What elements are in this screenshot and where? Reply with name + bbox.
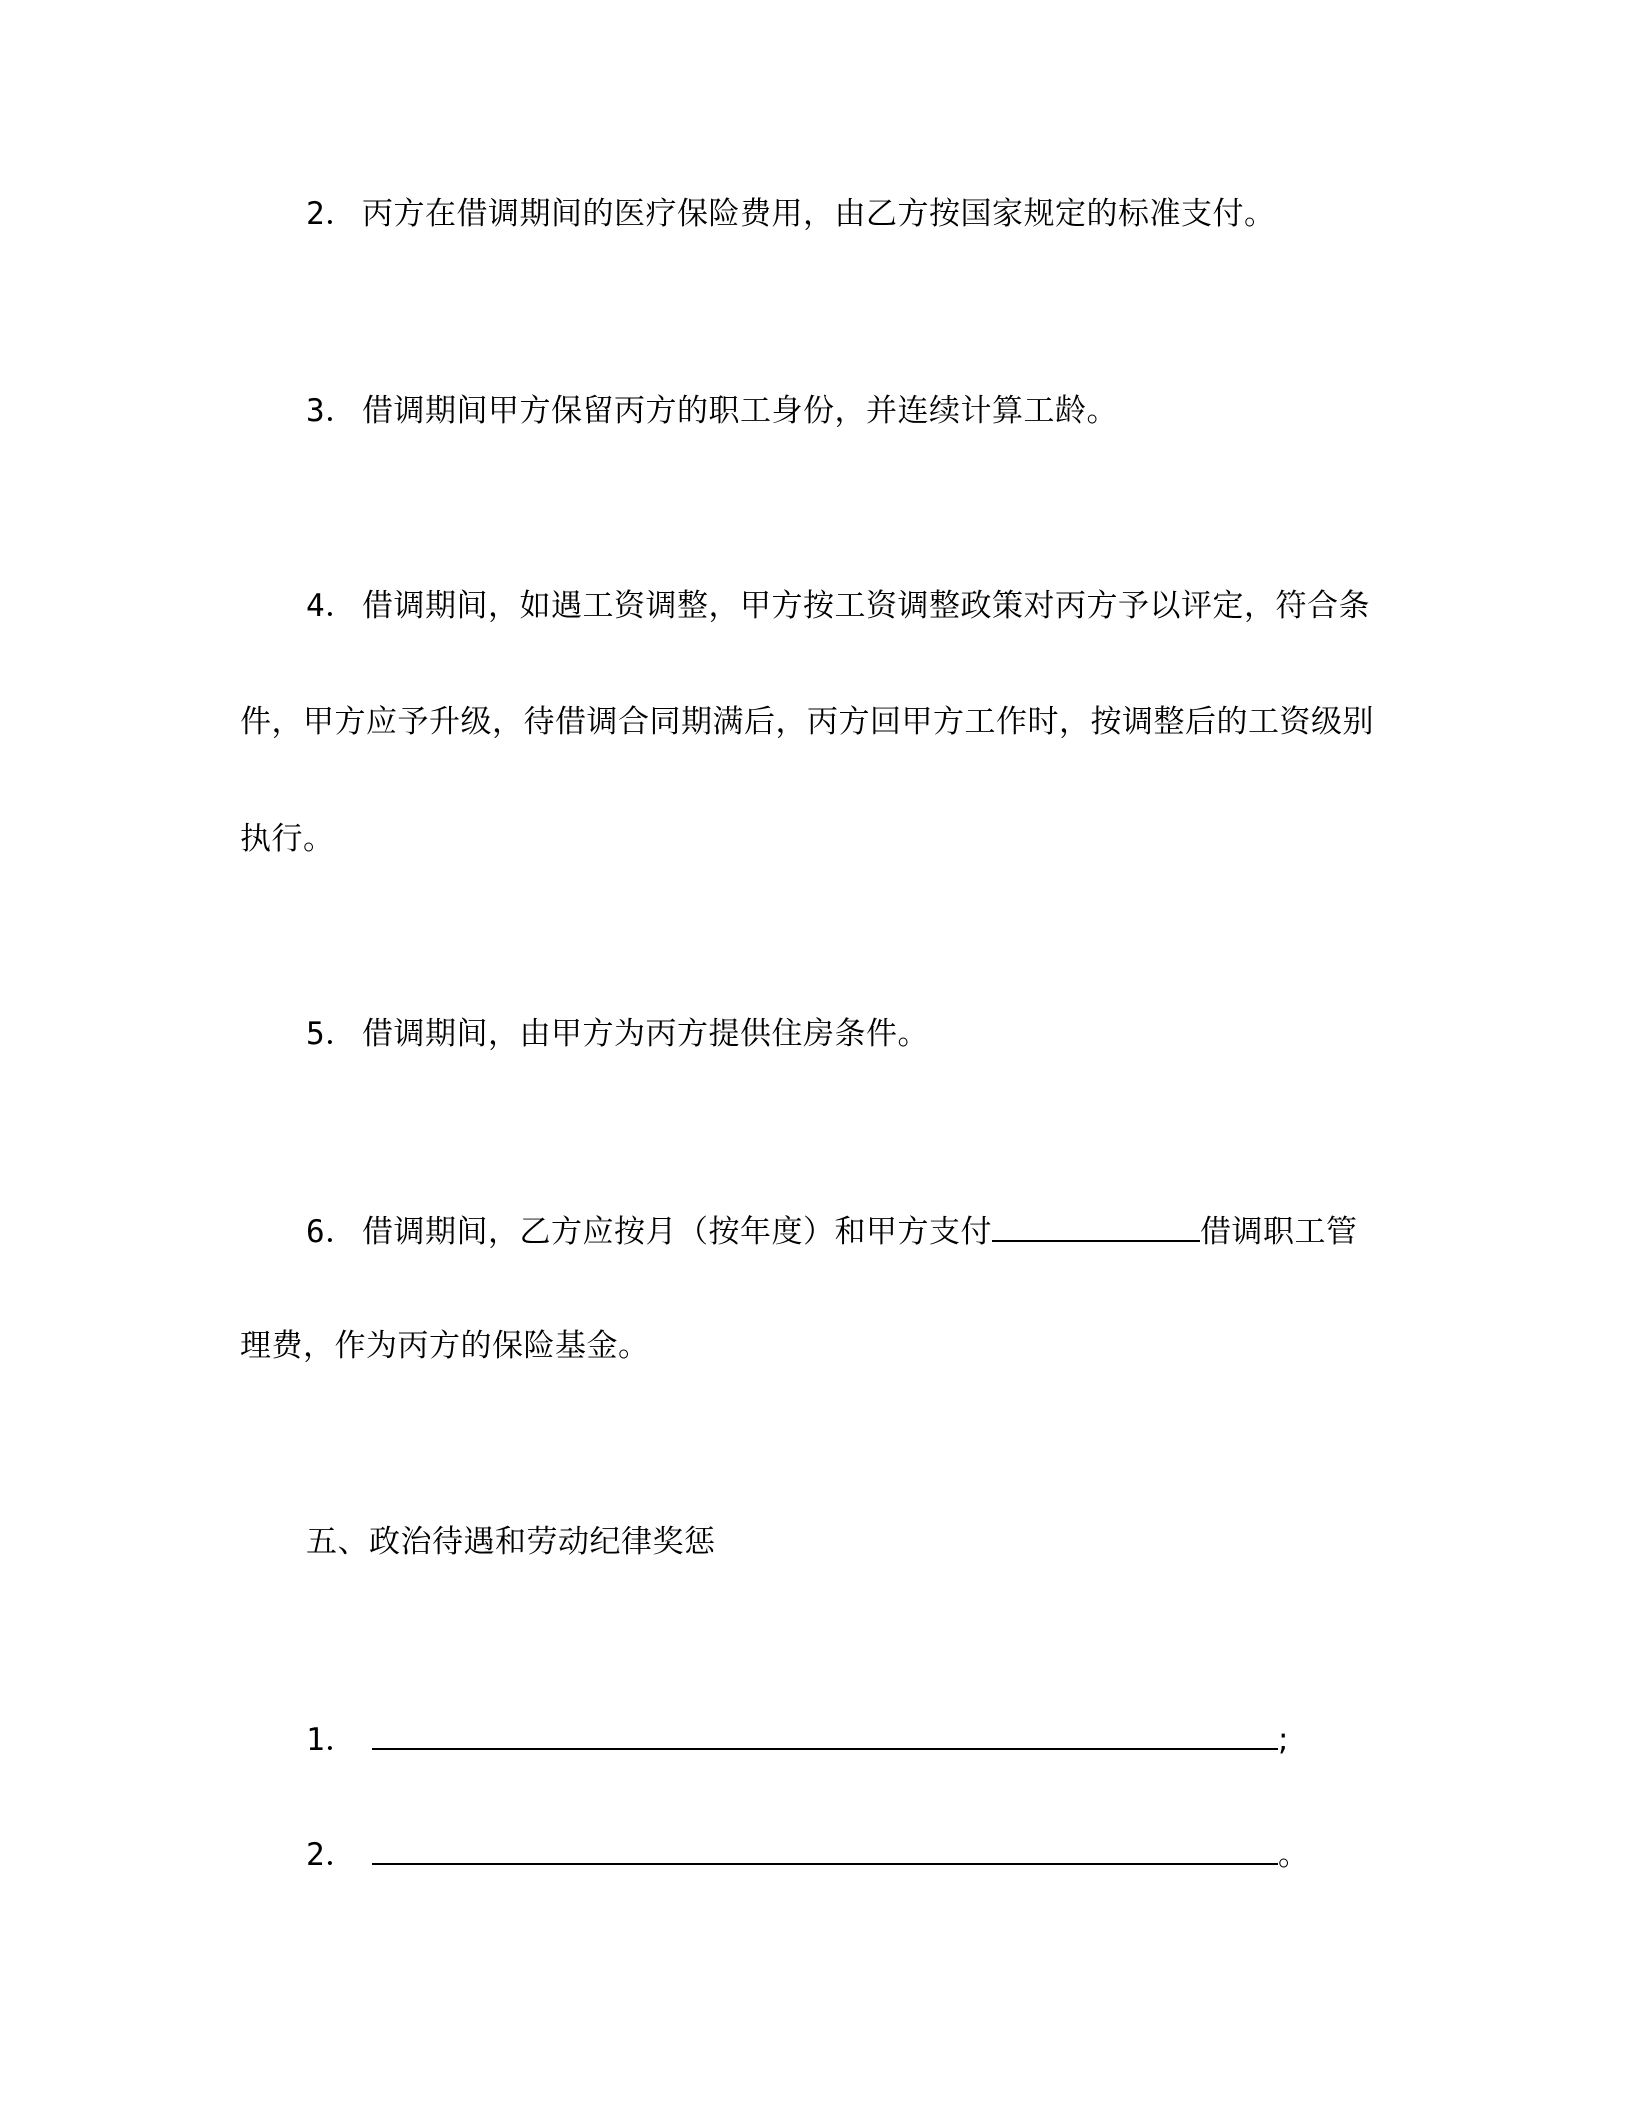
paragraph-text: 执行。 [240,821,335,857]
paragraph-text: 借调期间，乙方应按月（按年度）和甲方支付 [362,1214,992,1250]
paragraph-number: 5． [306,1016,357,1052]
paragraph-5 [306,1014,929,1054]
fill-in-blank[interactable] [372,1833,1278,1865]
paragraph-number: 4． [306,588,357,624]
paragraph-3 [306,391,1118,431]
paragraph-number: 6． [306,1214,357,1250]
section-heading-text: 五、政治待遇和劳动纪律奖惩 [306,1524,716,1560]
item-end-punctuation: ; [1278,1722,1289,1758]
section-heading [306,1522,716,1562]
paragraph-text: 借调期间甲方保留丙方的职工身份，并连续计算工龄。 [362,393,1118,429]
blank-item-2 [306,1833,1310,1875]
item-number: 2． [306,1837,357,1873]
paragraph-text: 借调期间，如遇工资调整，甲方按工资调整政策对丙方予以评定，符合条 [362,588,1370,624]
paragraph-4-line-3 [240,819,335,859]
paragraph-number: 3． [306,393,357,429]
item-end-punctuation: 。 [1278,1837,1310,1873]
paragraph-4-line-1 [306,586,1370,626]
paragraph-6-line-2 [240,1326,650,1366]
paragraph-text: 借调期间，由甲方为丙方提供住房条件。 [362,1016,929,1052]
paragraph-text: 件，甲方应予升级，待借调合同期满后，丙方回甲方工作时，按调整后的工资级别 [240,704,1374,740]
fill-in-blank[interactable] [992,1210,1200,1242]
fill-in-blank[interactable] [372,1718,1278,1750]
paragraph-text: 借调职工管 [1200,1214,1358,1250]
paragraph-6-line-1 [306,1210,1358,1252]
item-number: 1． [306,1722,357,1758]
paragraph-4-line-2 [240,702,1374,742]
paragraph-text: 丙方在借调期间的医疗保险费用，由乙方按国家规定的标准支付。 [362,196,1276,232]
paragraph-number: 2． [306,196,357,232]
paragraph-text: 理费，作为丙方的保险基金。 [240,1328,650,1364]
blank-item-1 [306,1718,1289,1760]
paragraph-2 [306,194,1276,234]
